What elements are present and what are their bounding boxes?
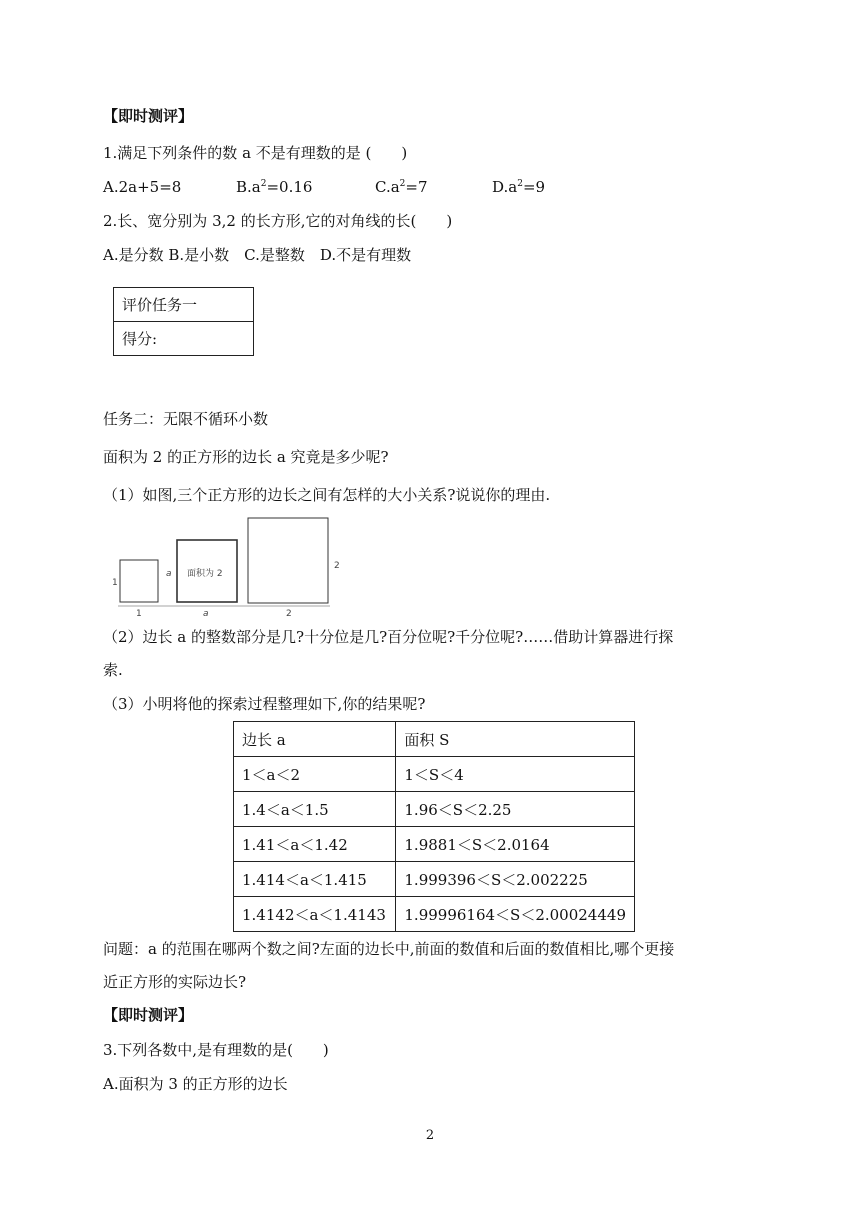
q1-option-d: $D.a^2=9$ (492, 178, 546, 196)
square-2-side-label: a (166, 569, 172, 579)
square-3 (248, 518, 328, 603)
problem-line2: 近正方形的实际边长? (103, 973, 247, 991)
q1-option-a: A.2a+5=8 (103, 178, 182, 196)
square-3-side-label: 2 (334, 561, 340, 571)
table-cell: 1.99996164＜S＜2.00024449 (396, 897, 635, 932)
table-row (234, 897, 635, 932)
table-cell: 1.41＜a＜1.42 (234, 827, 396, 862)
page-number: 2 (425, 1128, 435, 1143)
eval-score: 得分: (114, 322, 254, 356)
square-1-bottom-label: 1 (136, 609, 142, 619)
table-header-row (234, 722, 635, 757)
square-2-bottom-label: a (203, 609, 209, 619)
heading-1: 【即时测评】 (103, 107, 194, 125)
task2-part3: （3）小明将他的探索过程整理如下,你的结果呢? (103, 695, 426, 713)
table-cell: 1.4＜a＜1.5 (234, 792, 396, 827)
question-1: 1.满足下列条件的数 a 不是有理数的是 ( ) (103, 144, 408, 162)
heading-2: 【即时测评】 (103, 1006, 194, 1024)
task2-title: 任务二：无限不循环小数 (103, 410, 269, 428)
table-row (234, 862, 635, 897)
task2-part1: （1）如图,三个正方形的边长之间有怎样的大小关系?说说你的理由. (103, 486, 551, 504)
task2-part2-line2: 索. (103, 661, 123, 679)
table-header-side: 边长 a (234, 722, 396, 757)
exploration-table (233, 721, 635, 932)
q2-options: A.是分数 B.是小数 C.是整数 D.不是有理数 (103, 246, 412, 264)
table-row (234, 792, 635, 827)
table-cell: 1＜S＜4 (396, 757, 635, 792)
square-2-inner-label: 面积为 2 (187, 569, 223, 579)
table-row (234, 827, 635, 862)
table-header-area: 面积 S (396, 722, 635, 757)
table-cell: 1.96＜S＜2.25 (396, 792, 635, 827)
square-1-side-label: 1 (112, 578, 118, 588)
square-1 (120, 560, 158, 602)
task2-question: 面积为 2 的正方形的边长 a 究竟是多少呢? (103, 448, 389, 466)
squares-figure (110, 514, 350, 620)
q3-option-a: A.面积为 3 的正方形的边长 (103, 1075, 288, 1093)
question-2: 2.长、宽分别为 3,2 的长方形,它的对角线的长( ) (103, 212, 453, 230)
table-cell: 1.4142＜a＜1.4143 (234, 897, 396, 932)
table-cell: 1.9881＜S＜2.0164 (396, 827, 635, 862)
q1-option-c: $C.a^2=7$ (375, 178, 428, 196)
eval-label: 评价任务一 (114, 288, 254, 322)
q1-option-b: $B.a^2=0.16$ (236, 178, 313, 196)
evaluation-table (113, 287, 254, 356)
table-cell: 1.414＜a＜1.415 (234, 862, 396, 897)
table-cell: 1.999396＜S＜2.002225 (396, 862, 635, 897)
question-3: 3.下列各数中,是有理数的是( ) (103, 1041, 329, 1059)
table-cell: 1＜a＜2 (234, 757, 396, 792)
task2-part2-line1: （2）边长 a 的整数部分是几?十分位是几?百分位呢?千分位呢?……借助计算器进行探 (103, 628, 674, 646)
problem-line1: 问题：a 的范围在哪两个数之间?左面的边长中,前面的数值和后面的数值相比,哪个更接 (103, 940, 675, 958)
square-3-bottom-label: 2 (286, 609, 292, 619)
table-row (234, 757, 635, 792)
